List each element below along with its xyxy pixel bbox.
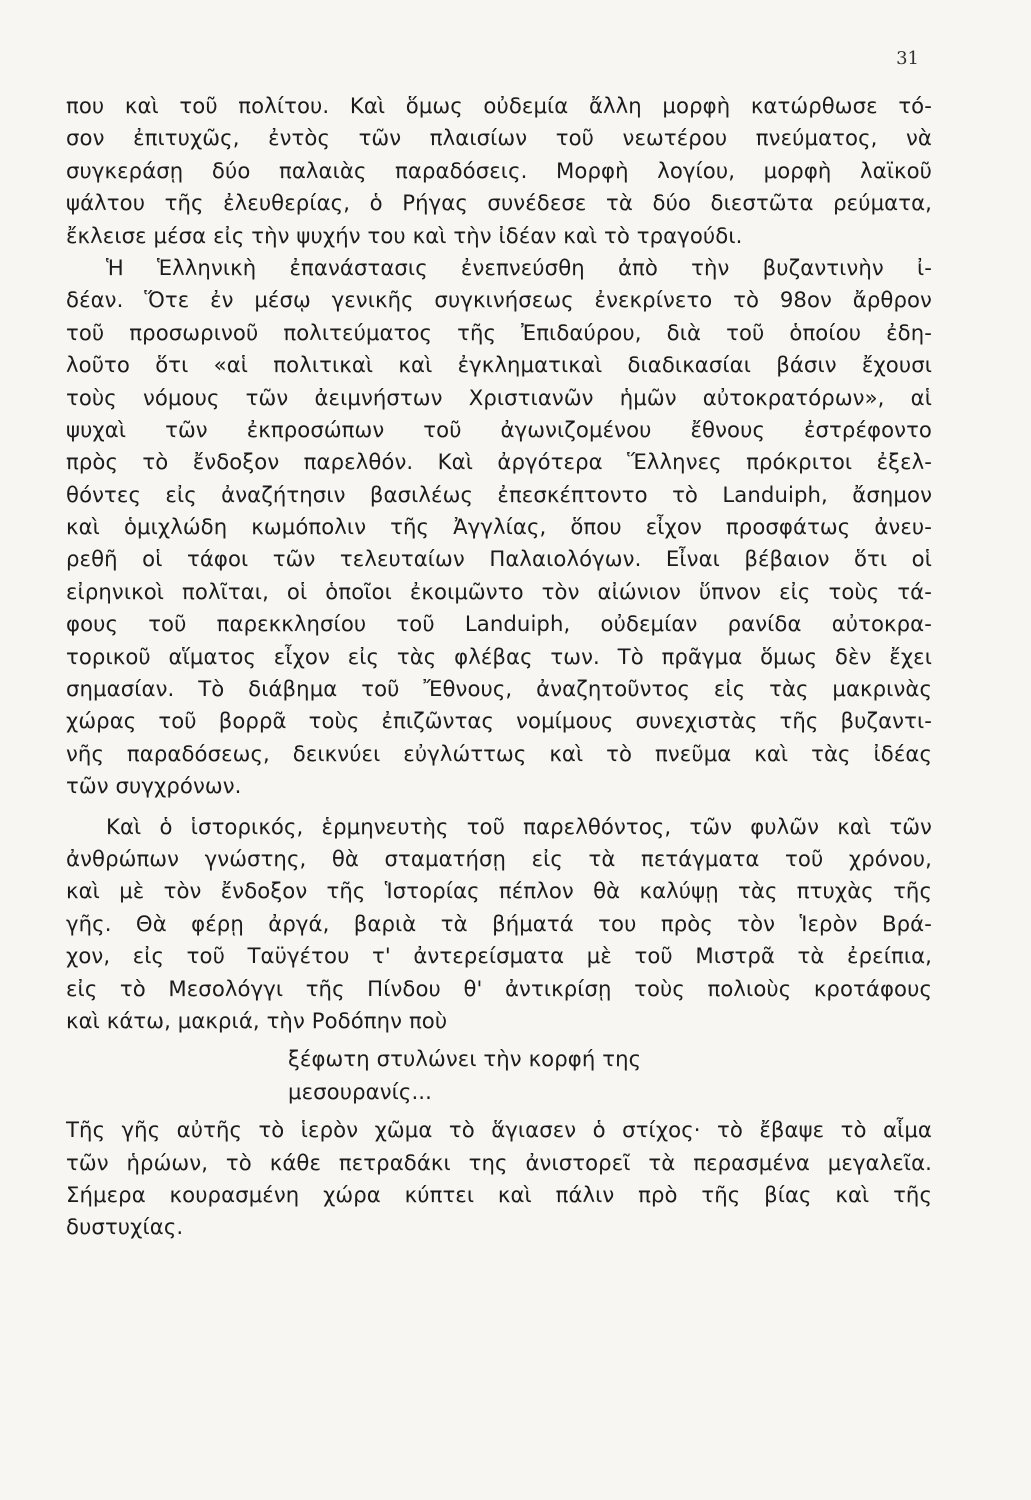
text-line: τοὺς νόμους τῶν ἀειμνήστων Χριστιανῶν ἡμῶν αὐτοκρατόρων», αἱ bbox=[66, 384, 932, 410]
text-line: εἰρηνικοὶ πολῖται, οἱ ὁποῖοι ἐκοιμῶντο τὸν αἰώνιον ὕπνον εἰς τοὺς τά- bbox=[66, 578, 932, 604]
text-line: Σήμερα κουρασμένη χώρα κύπτει καὶ πάλιν πρὸ τῆς βίας καὶ τῆς bbox=[66, 1181, 932, 1207]
text-line: φους τοῦ παρεκκλησίου τοῦ Landuiph, οὐδεμίαν ρανίδα αὐτοκρα- bbox=[66, 611, 932, 637]
text-line: που καὶ τοῦ πολίτου. Καὶ ὅμως οὐδεμία ἄλλη μορφὴ κατώρθωσε τό- bbox=[66, 93, 932, 118]
text-line: συγκεράσῃ δύο παλαιὰς παραδόσεις. Μορφὴ λογίου, μορφὴ λαϊκοῦ bbox=[66, 157, 932, 183]
text-line: χον, εἰς τοῦ Ταϋγέτου τ' ἀντερείσματα μὲ τοῦ Μιστρᾶ τὰ ἐρείπια, bbox=[66, 943, 932, 969]
text-line: τοῦ προσωρινοῦ πολιτεύματος τῆς Ἐπιδαύρου, διὰ τοῦ ὁποίου ἐδη- bbox=[66, 319, 932, 345]
page-number: 31 bbox=[896, 48, 919, 69]
text-line: ψυχαὶ τῶν ἐκπροσώπων τοῦ ἀγωνιζομένου ἔθνους ἐστρέφοντο bbox=[66, 416, 932, 442]
text-line: θόντες εἰς ἀναζήτησιν βασιλέως ἐπεσκέπτοντο τὸ Landuiph, ἄσημον bbox=[66, 481, 932, 507]
paragraph-gap bbox=[66, 803, 932, 811]
text-line: δυστυχίας. bbox=[66, 1214, 184, 1240]
text-line: καὶ κάτω, μακριά, τὴν Ροδόπην ποὺ bbox=[66, 1007, 448, 1033]
text-line: ψάλτου τῆς ἐλευθερίας, ὁ Ρήγας συνέδεσε τὰ δύο διεστῶτα ρεύματα, bbox=[66, 190, 932, 216]
text-line: τῶν συγχρόνων. bbox=[66, 773, 242, 799]
text-line: Τῆς γῆς αὐτῆς τὸ ἱερὸν χῶμα τὸ ἅγιασεν ὁ στίχος· τὸ ἔβαψε τὸ αἷμα bbox=[66, 1117, 932, 1143]
text-line: λοῦτο ὅτι «αἱ πολιτικαὶ καὶ ἐγκληματικαὶ διαδικασίαι βάσιν ἔχουσι bbox=[66, 352, 932, 378]
text-line: τορικοῦ αἵματος εἶχον εἰς τὰς φλέβας των. Τὸ πρᾶγμα ὅμως δὲν ἔχει bbox=[66, 643, 932, 669]
text-line: καὶ μὲ τὸν ἔνδοξον τῆς Ἱστορίας πέπλον θὰ καλύψῃ τὰς πτυχὰς τῆς bbox=[66, 878, 932, 904]
text-line: Ἡ Ἑλληνικὴ ἐπανάστασις ἐνεπνεύσθη ἀπὸ τὴν βυζαντινὴν ἰ- bbox=[106, 254, 932, 280]
poem-line: ξέφωτη στυλώνει τὴν κορφή της bbox=[288, 1046, 642, 1072]
poem-line: μεσουρανίς... bbox=[288, 1078, 432, 1104]
text-line: ἔκλεισε μέσα εἰς τὴν ψυχήν του καὶ τὴν ἰδέαν καὶ τὸ τραγούδι. bbox=[66, 222, 743, 248]
body-text bbox=[66, 90, 932, 1244]
text-line: εἰς τὸ Μεσολόγγι τῆς Πίνδου θ' ἀντικρίσῃ τοὺς πολιοὺς κροτάφους bbox=[66, 975, 932, 1001]
text-line: καὶ ὁμιχλώδη κωμόπολιν τῆς Ἀγγλίας, ὅπου εἶχον προσφάτως ἀνευ- bbox=[66, 514, 932, 540]
text-line: χώρας τοῦ βορρᾶ τοὺς ἐπιζῶντας νομίμους συνεχιστὰς τῆς βυζαντι- bbox=[66, 708, 932, 734]
text-line: γῆς. Θὰ φέρῃ ἀργά, βαριὰ τὰ βήματά του πρὸς τὸν Ἱερὸν Βρά- bbox=[66, 910, 932, 936]
text-line: σον ἐπιτυχῶς, ἐντὸς τῶν πλαισίων τοῦ νεωτέρου πνεύματος, νὰ bbox=[66, 125, 932, 151]
text-line: Καὶ ὁ ἱστορικός, ἑρμηνευτὴς τοῦ παρελθόντος, τῶν φυλῶν καὶ τῶν bbox=[106, 813, 932, 839]
text-line: ρεθῆ οἱ τάφοι τῶν τελευταίων Παλαιολόγων. Εἶναι βέβαιον ὅτι οἱ bbox=[66, 546, 932, 572]
text-line: πρὸς τὸ ἔνδοξον παρελθόν. Καὶ ἀργότερα Ἕλληνες πρόκριτοι ἐξελ- bbox=[66, 449, 932, 475]
text-line: ἀνθρώπων γνώστης, θὰ σταματήσῃ εἰς τὰ πετάγματα τοῦ χρόνου, bbox=[66, 845, 932, 871]
text-line: σημασίαν. Τὸ διάβημα τοῦ Ἔθνους, ἀναζητοῦντος εἰς τὰς μακρινὰς bbox=[66, 676, 932, 702]
text-line: νῆς παραδόσεως, δεικνύει εὐγλώττως καὶ τὸ πνεῦμα καὶ τὰς ἰδέας bbox=[66, 740, 932, 766]
text-line: δέαν. Ὅτε ἐν μέσῳ γενικῆς συγκινήσεως ἐνεκρίνετο τὸ 98ον ἄρθρον bbox=[66, 287, 932, 313]
text-line: τῶν ἡρώων, τὸ κάθε πετραδάκι της ἀνιστορεῖ τὰ περασμένα μεγαλεῖα. bbox=[66, 1149, 932, 1175]
